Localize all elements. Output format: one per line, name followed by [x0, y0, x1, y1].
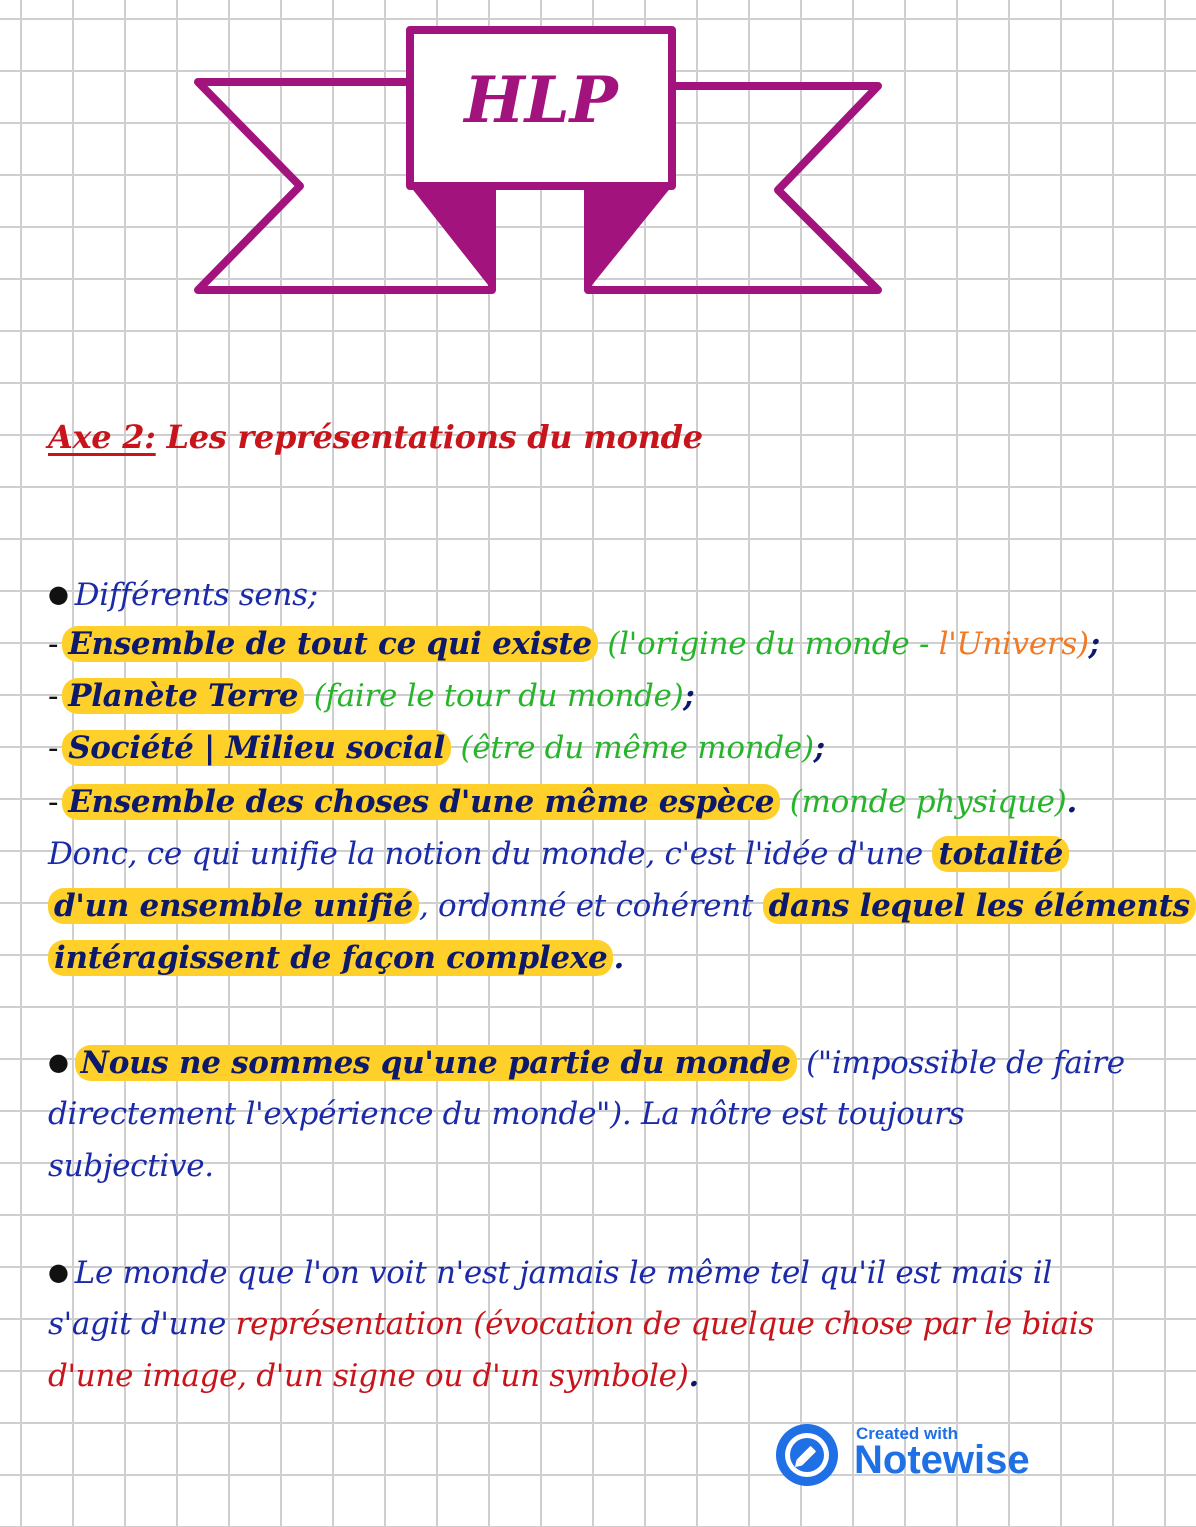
conclusion-text: , ordonné et cohérent — [418, 888, 763, 924]
item-note: (faire le tour du monde) — [313, 678, 684, 714]
item-note: (l'origine du monde - — [607, 626, 939, 662]
section3-line-1 — [48, 1252, 1052, 1293]
item-end: . — [1066, 784, 1077, 820]
section3-definition: d'une image, d'un signe ou d'un symbole) — [48, 1358, 689, 1394]
section2-text: directement l'expérience du monde"). La nôtre est toujours — [48, 1096, 965, 1132]
conclusion-highlight: intéragissent de façon complexe — [48, 940, 613, 976]
section2-line-2 — [48, 1094, 964, 1134]
item-main: Ensemble de tout ce qui existe — [62, 626, 598, 662]
section3-text: Le monde que l'on voit n'est jamais le même tel qu'il est mais il — [74, 1255, 1053, 1291]
section1-intro — [48, 574, 318, 615]
conclusion-line-2 — [48, 886, 1196, 926]
heading-text: Les représentations du monde — [166, 418, 703, 456]
pencil-icon — [776, 1424, 838, 1486]
intro-text: Différents sens; — [74, 577, 318, 613]
section3-end: . — [688, 1358, 699, 1394]
bullet-icon: ● — [48, 1258, 69, 1286]
item-note: (monde physique) — [789, 784, 1067, 820]
heading-prefix: Axe 2: — [48, 418, 156, 456]
conclusion-line-1 — [48, 834, 1069, 874]
created-with-text: Created with — [856, 1424, 959, 1443]
list-item — [48, 782, 1077, 822]
hlp-banner — [0, 0, 1080, 330]
dash: - — [48, 626, 59, 662]
list-item — [48, 624, 1100, 664]
section3-definition: (évocation de quelque chose par le biais — [463, 1306, 1095, 1342]
item-main: Société | Milieu social — [62, 730, 451, 766]
dash: - — [48, 784, 59, 820]
section-heading — [48, 417, 703, 457]
bullet-icon: ● — [48, 580, 69, 608]
item-note-univers: l'Univers) — [938, 626, 1089, 662]
dash: - — [48, 730, 59, 766]
conclusion-highlight: d'un ensemble unifié — [48, 888, 419, 924]
conclusion-highlight: dans lequel les éléments — [763, 888, 1196, 924]
conclusion-text: Donc, ce qui unifie la notion du monde, c'est l'idée d'une — [48, 836, 933, 872]
section2-text: subjective. — [48, 1148, 214, 1184]
bullet-icon: ● — [48, 1048, 69, 1076]
conclusion-end: . — [613, 940, 624, 976]
section2-text: ("impossible de faire — [796, 1045, 1125, 1081]
section3-keyword: représentation — [235, 1306, 464, 1342]
dash: - — [48, 678, 59, 714]
section2-line-3 — [48, 1146, 214, 1186]
item-end: ; — [683, 678, 695, 714]
section3-text: s'agit d'une — [48, 1306, 236, 1342]
notewise-badge — [776, 1424, 1056, 1494]
list-item — [48, 676, 695, 716]
item-end: ; — [1088, 626, 1100, 662]
notewise-brand: Notewise — [854, 1438, 1030, 1482]
conclusion-highlight: totalité — [932, 836, 1069, 872]
list-item — [48, 728, 825, 768]
item-note: (être du même monde) — [460, 730, 814, 766]
item-main: Ensemble des choses d'une même espèce — [62, 784, 780, 820]
item-main: Planète Terre — [62, 678, 304, 714]
section2-highlight: Nous ne sommes qu'une partie du monde — [75, 1045, 797, 1081]
item-end: ; — [813, 730, 825, 766]
banner-title: HLP — [464, 63, 618, 138]
section3-line-2 — [48, 1304, 1094, 1344]
section2-line-1 — [48, 1042, 1125, 1083]
section3-line-3 — [48, 1356, 699, 1396]
conclusion-line-3 — [48, 938, 624, 978]
